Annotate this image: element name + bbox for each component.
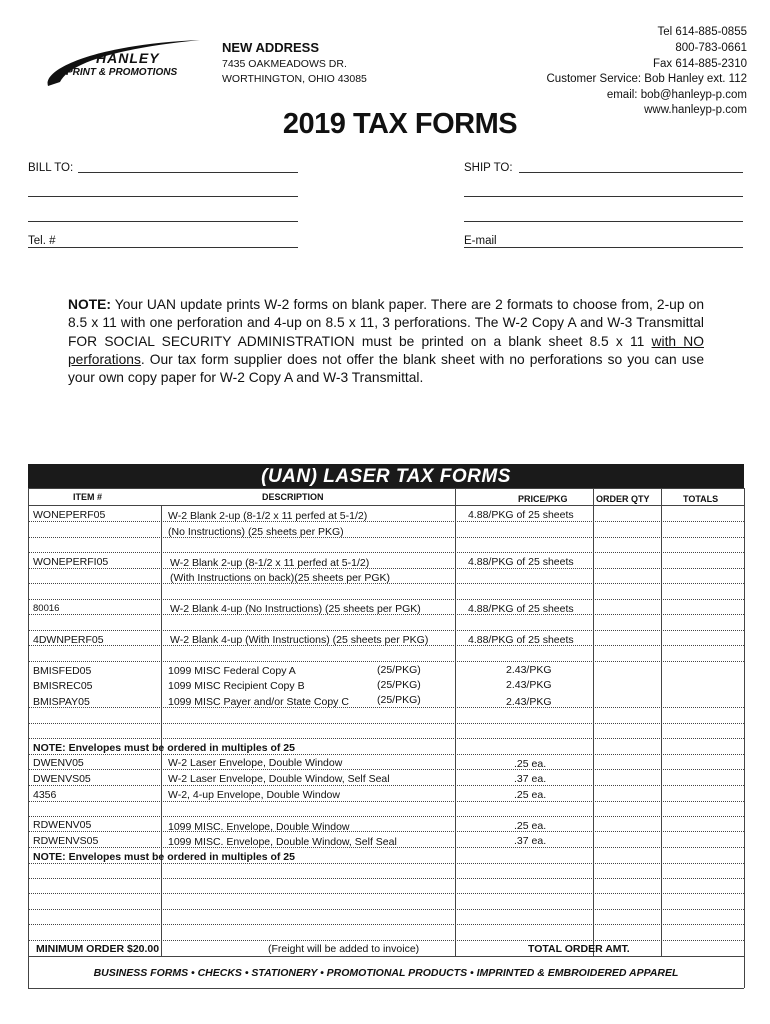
row-desc: W-2 Laser Envelope, Double Window bbox=[168, 757, 343, 769]
grid-line bbox=[28, 754, 744, 755]
envelope-note-a: NOTE: Envelopes must be ordered in multiples of 25 bbox=[33, 742, 295, 754]
row-price: .25 ea. bbox=[514, 758, 547, 770]
row-price: 2.43/PKG bbox=[506, 696, 552, 708]
row-price: .37 ea. bbox=[514, 835, 547, 847]
grid-line bbox=[28, 738, 744, 739]
row-pkg: (25/PKG) bbox=[377, 664, 421, 676]
address-line-1: 7435 OAKMEADOWS DR. bbox=[222, 58, 347, 70]
address-line-2: WORTHINGTON, OHIO 43085 bbox=[222, 73, 367, 85]
header-totals: TOTALS bbox=[683, 494, 719, 504]
grid-line bbox=[28, 801, 744, 802]
grid-line bbox=[28, 909, 744, 910]
contact-service: Customer Service: Bob Hanley ext. 112 bbox=[546, 73, 747, 85]
contact-tel: Tel 614-885-0855 bbox=[657, 26, 747, 38]
header-price: PRICE/PKG bbox=[518, 494, 568, 504]
row-item: BMISPAY05 bbox=[33, 696, 90, 708]
grid-line bbox=[455, 488, 456, 956]
contact-fax: Fax 614-885-2310 bbox=[653, 58, 747, 70]
grid-line bbox=[28, 831, 744, 832]
row-price: 4.88/PKG of 25 sheets bbox=[468, 556, 574, 568]
ship-to-line-1[interactable] bbox=[519, 172, 743, 173]
grid-line bbox=[661, 488, 662, 956]
grid-line bbox=[28, 723, 744, 724]
page-title: 2019 TAX FORMS bbox=[282, 108, 518, 140]
row-item: WONEPERFI05 bbox=[33, 556, 109, 568]
note-text-2: . Our tax form supplier does not offer the blank sheet with no perforations so you can use your own copy paper for W-2 Copy A and W-3 Transmittal. bbox=[68, 351, 704, 386]
row-item: BMISFED05 bbox=[33, 665, 92, 677]
grid-line bbox=[28, 537, 744, 538]
row-desc: (No Instructions) (25 sheets per PKG) bbox=[168, 526, 344, 538]
row-price: .25 ea. bbox=[514, 789, 547, 801]
row-desc: W-2 Laser Envelope, Double Window, Self Seal bbox=[168, 773, 390, 785]
logo-tagline: PRINT & PROMOTIONS bbox=[66, 67, 178, 78]
ship-to-label: SHIP TO: bbox=[464, 162, 513, 174]
address-heading: NEW ADDRESS bbox=[222, 40, 320, 55]
grid-line bbox=[28, 599, 744, 600]
grid-line bbox=[28, 893, 744, 894]
envelope-note-b: NOTE: Envelopes must be ordered in multiples of 25 bbox=[33, 851, 295, 863]
grid-line bbox=[28, 552, 744, 553]
header-description: DESCRIPTION bbox=[262, 492, 324, 502]
grid-line bbox=[28, 505, 744, 506]
row-item: WONEPERF05 bbox=[33, 509, 106, 521]
contact-email: email: bob@hanleyp-p.com bbox=[606, 89, 747, 101]
grid-line bbox=[593, 488, 594, 956]
row-desc: W-2 Blank 4-up (With Instructions) (25 sheets per PKG) bbox=[170, 634, 429, 646]
bill-to-line-1[interactable] bbox=[78, 172, 298, 173]
grid-line bbox=[28, 924, 744, 925]
tel-label: Tel. # bbox=[28, 235, 56, 247]
bill-to-line-2[interactable] bbox=[28, 196, 298, 197]
grid-line bbox=[161, 505, 162, 956]
grid-line bbox=[28, 940, 744, 941]
grid-line bbox=[28, 863, 744, 864]
logo-brand: HANLEY bbox=[96, 50, 160, 66]
grid-line bbox=[28, 816, 744, 817]
row-item: BMISREC05 bbox=[33, 680, 93, 692]
row-desc: 1099 MISC Payer and/or State Copy C bbox=[168, 696, 349, 708]
row-item: RDWENVS05 bbox=[33, 835, 99, 847]
grid-line bbox=[28, 630, 744, 631]
ship-to-line-2[interactable] bbox=[464, 196, 743, 197]
grid-line bbox=[28, 521, 744, 522]
row-desc: 1099 MISC. Envelope, Double Window bbox=[168, 821, 350, 833]
grid-line bbox=[28, 661, 744, 662]
ship-to-line-3[interactable] bbox=[464, 221, 743, 222]
row-item: 80016 bbox=[33, 603, 60, 614]
grid-line bbox=[28, 769, 744, 770]
email-line[interactable] bbox=[464, 247, 743, 248]
row-item: RDWENV05 bbox=[33, 819, 92, 831]
grid-line bbox=[28, 707, 744, 708]
row-pkg: (25/PKG) bbox=[377, 694, 421, 706]
row-price: .25 ea. bbox=[514, 820, 547, 832]
row-desc: W-2, 4-up Envelope, Double Window bbox=[168, 789, 340, 801]
email-label: E-mail bbox=[464, 235, 497, 247]
row-desc: W-2 Blank 2-up (8-1/2 x 11 perfed at 5-1/2) bbox=[168, 510, 368, 522]
row-price: .37 ea. bbox=[514, 773, 547, 785]
grid-line bbox=[28, 956, 744, 957]
total-order-label: TOTAL ORDER AMT. bbox=[528, 943, 630, 955]
grid-line bbox=[744, 488, 745, 988]
bill-to-line-3[interactable] bbox=[28, 221, 298, 222]
hanley-logo bbox=[40, 38, 205, 98]
row-desc: 1099 MISC Recipient Copy B bbox=[168, 680, 305, 692]
footer-tagline: BUSINESS FORMS • CHECKS • STATIONERY • PROMOTIONAL PRODUCTS • IMPRINTED & EMBROIDERED APPAREL bbox=[93, 967, 679, 979]
row-item: DWENVS05 bbox=[33, 773, 91, 785]
header-qty: ORDER QTY bbox=[596, 494, 650, 504]
row-price: 4.88/PKG of 25 sheets bbox=[468, 603, 574, 615]
row-price: 2.43/PKG bbox=[506, 679, 552, 691]
row-pkg: (25/PKG) bbox=[377, 679, 421, 691]
row-desc: 1099 MISC Federal Copy A bbox=[168, 665, 296, 677]
grid-line bbox=[28, 878, 744, 879]
row-price: 2.43/PKG bbox=[506, 664, 552, 676]
row-price: 4.88/PKG of 25 sheets bbox=[468, 509, 574, 521]
grid-line bbox=[28, 785, 744, 786]
table-title: (UAN) LASER TAX FORMS bbox=[28, 464, 744, 488]
note-underlined: with NO perforations bbox=[68, 333, 704, 367]
row-desc: W-2 Blank 2-up (8-1/2 x 11 perfed at 5-1/2) bbox=[170, 557, 370, 569]
grid-line bbox=[28, 568, 744, 569]
row-desc: 1099 MISC. Envelope, Double Window, Self Seal bbox=[168, 836, 397, 848]
tel-line[interactable] bbox=[28, 247, 298, 248]
note-label: NOTE: bbox=[68, 297, 111, 312]
row-item: DWENV05 bbox=[33, 757, 84, 769]
note-text-1: Your UAN update prints W-2 forms on blank paper. There are 2 formats to choose from, 2-up on 8.5 x 11 with one perforation and 4-up on 8.5 x 11, 3 perforations. The W-2 Copy A and W-3 Transmittal FOR SOCIAL SECURITY ADMINISTRATION must be printed on a blank sheet 8.5 x 11 bbox=[68, 297, 704, 349]
note-paragraph bbox=[68, 296, 704, 387]
contact-web: www.hanleyp-p.com bbox=[644, 104, 747, 116]
row-price: 4.88/PKG of 25 sheets bbox=[468, 634, 574, 646]
minimum-order: MINIMUM ORDER $20.00 bbox=[36, 943, 160, 955]
freight-note: (Freight will be added to invoice) bbox=[268, 943, 420, 955]
row-item: 4DWNPERF05 bbox=[33, 634, 104, 646]
header-item: ITEM # bbox=[73, 492, 103, 502]
row-item: 4356 bbox=[33, 789, 57, 801]
contact-tollfree: 800-783-0661 bbox=[675, 42, 747, 54]
row-desc: W-2 Blank 4-up (No Instructions) (25 sheets per PGK) bbox=[170, 603, 421, 615]
grid-line bbox=[28, 988, 744, 989]
bill-to-label: BILL TO: bbox=[28, 162, 74, 174]
row-desc: (With Instructions on back)(25 sheets per PGK) bbox=[170, 572, 391, 584]
grid-line bbox=[28, 488, 744, 489]
